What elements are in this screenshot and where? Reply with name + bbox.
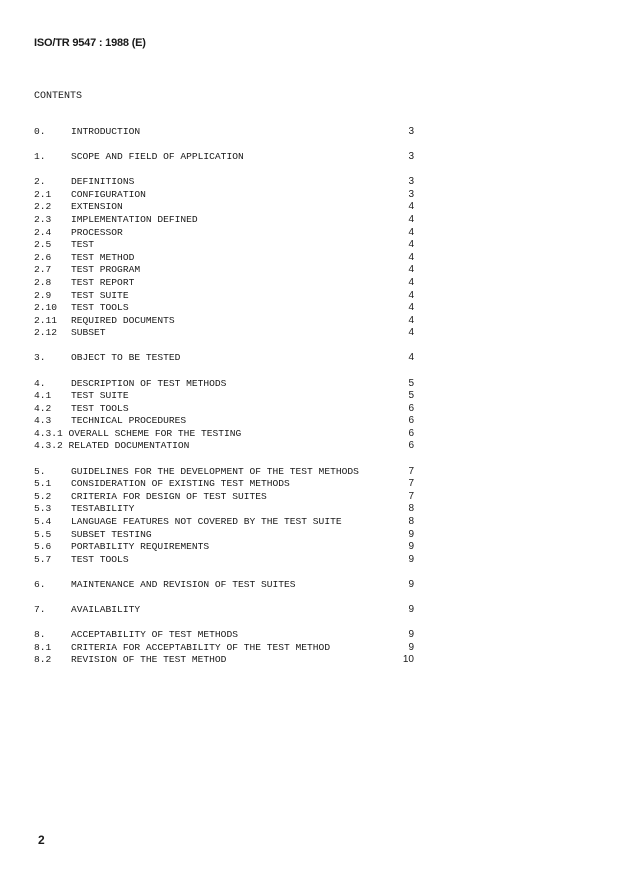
toc-entry-page: 7 xyxy=(408,490,414,502)
toc-entry xyxy=(34,176,424,189)
document-header: ISO/TR 9547 : 1988 (E) xyxy=(34,37,146,49)
toc-entry xyxy=(34,516,424,529)
toc-entry xyxy=(34,189,424,202)
toc-entry-page: 9 xyxy=(408,541,414,553)
toc-entry-page: 3 xyxy=(408,188,414,200)
toc-entry xyxy=(34,352,424,365)
toc-entry-page: 6 xyxy=(408,415,414,427)
toc-entry xyxy=(34,529,424,542)
toc-entry-number: 2.3 xyxy=(34,213,52,225)
toc-entry-number: 2.11 xyxy=(34,314,58,326)
contents-heading: CONTENTS xyxy=(34,91,83,102)
toc-entry-page: 4 xyxy=(408,314,414,326)
toc-section xyxy=(34,378,424,454)
toc-entry-title: TESTABILITY xyxy=(71,503,135,515)
toc-entry xyxy=(34,415,424,428)
toc-entry-title: REQUIRED DOCUMENTS xyxy=(71,314,175,326)
toc-entry xyxy=(34,126,424,139)
toc-entry-title: SUBSET xyxy=(71,327,106,339)
toc-entry-number: 2.9 xyxy=(34,289,52,301)
toc-section xyxy=(34,604,424,617)
toc-entry-number: 2.2 xyxy=(34,201,52,213)
toc-entry-title: SCOPE AND FIELD OF APPLICATION xyxy=(71,151,244,163)
toc-entry-number: 6. xyxy=(34,578,46,590)
toc-entry-number: 2.7 xyxy=(34,264,52,276)
toc-entry-page: 6 xyxy=(408,402,414,414)
toc-entry-page: 6 xyxy=(408,427,414,439)
toc-entry-number: 2.10 xyxy=(34,302,58,314)
toc-entry-page: 4 xyxy=(408,276,414,288)
toc-entry-page: 3 xyxy=(408,126,414,137)
toc-entry-title: GUIDELINES FOR THE DEVELOPMENT OF THE TEST METHODS xyxy=(71,465,359,477)
toc-entry xyxy=(34,151,424,164)
toc-entry-title: TEST xyxy=(71,239,95,251)
toc-entry-page: 9 xyxy=(408,553,414,565)
table-of-contents xyxy=(34,126,424,679)
toc-entry-number: 5.2 xyxy=(34,490,52,502)
toc-section xyxy=(34,579,424,592)
toc-entry xyxy=(34,290,424,303)
toc-entry-number: 5.5 xyxy=(34,528,52,540)
toc-entry-page: 10 xyxy=(402,654,414,666)
toc-entry-number: 7. xyxy=(34,603,46,615)
toc-entry-title: TEST METHOD xyxy=(71,251,135,263)
toc-entry-page: 9 xyxy=(408,528,414,540)
toc-entry-number: 5.4 xyxy=(34,515,52,527)
toc-entry-number: 5.6 xyxy=(34,541,52,553)
toc-entry-number: 4.3 xyxy=(34,415,52,427)
toc-entry-title: CONFIGURATION xyxy=(71,188,146,200)
toc-entry-number: 5.7 xyxy=(34,553,52,565)
toc-entry xyxy=(34,264,424,277)
toc-entry-number: 0. xyxy=(34,126,46,137)
toc-entry-page: 7 xyxy=(408,465,414,477)
toc-entry-title: OBJECT TO BE TESTED xyxy=(71,352,181,364)
toc-entry-page: 5 xyxy=(408,390,414,402)
toc-entry-title: 4.3.1 OVERALL SCHEME FOR THE TESTING xyxy=(34,427,242,439)
toc-entry xyxy=(34,604,424,617)
toc-entry xyxy=(34,252,424,265)
toc-entry xyxy=(34,491,424,504)
toc-entry-title: TECHNICAL PROCEDURES xyxy=(71,415,187,427)
toc-entry-page: 4 xyxy=(408,289,414,301)
toc-section xyxy=(34,126,424,139)
toc-entry-title: EXTENSION xyxy=(71,201,123,213)
toc-entry-title: PORTABILITY REQUIREMENTS xyxy=(71,541,210,553)
toc-entry-page: 6 xyxy=(408,440,414,452)
toc-entry-page: 7 xyxy=(408,478,414,490)
toc-entry-number: 2.5 xyxy=(34,239,52,251)
toc-entry xyxy=(34,478,424,491)
toc-entry-number: 5.3 xyxy=(34,503,52,515)
toc-entry-number: 2.6 xyxy=(34,251,52,263)
toc-entry-title: INTRODUCTION xyxy=(71,126,141,137)
toc-entry xyxy=(34,579,424,592)
toc-entry xyxy=(34,327,424,340)
toc-entry-title: LANGUAGE FEATURES NOT COVERED BY THE TEST SUITE xyxy=(71,515,342,527)
toc-entry xyxy=(34,302,424,315)
toc-entry xyxy=(34,227,424,240)
toc-entry-title: TEST SUITE xyxy=(71,289,129,301)
toc-entry xyxy=(34,554,424,567)
toc-entry xyxy=(34,629,424,642)
toc-entry xyxy=(34,428,424,441)
toc-entry-title: TEST TOOLS xyxy=(71,553,129,565)
toc-entry-page: 4 xyxy=(408,327,414,339)
toc-entry-page: 8 xyxy=(408,503,414,515)
toc-entry-page: 3 xyxy=(408,151,414,163)
toc-entry-title: DESCRIPTION OF TEST METHODS xyxy=(71,377,227,389)
toc-entry-page: 4 xyxy=(408,226,414,238)
toc-entry-page: 4 xyxy=(408,264,414,276)
toc-entry-number: 4.2 xyxy=(34,402,52,414)
toc-entry-number: 2.12 xyxy=(34,327,58,339)
toc-entry xyxy=(34,466,424,479)
toc-entry-number: 5.1 xyxy=(34,478,52,490)
toc-entry xyxy=(34,642,424,655)
toc-entry-number: 4.1 xyxy=(34,390,52,402)
toc-entry-title: ACCEPTABILITY OF TEST METHODS xyxy=(71,629,238,640)
toc-entry-page: 4 xyxy=(408,352,414,364)
toc-entry xyxy=(34,541,424,554)
toc-entry-number: 3. xyxy=(34,352,46,364)
toc-entry-page: 3 xyxy=(408,176,414,188)
toc-entry xyxy=(34,378,424,391)
toc-entry-title: CONSIDERATION OF EXISTING TEST METHODS xyxy=(71,478,290,490)
toc-entry xyxy=(34,315,424,328)
toc-entry xyxy=(34,214,424,227)
page-number: 2 xyxy=(38,833,45,847)
toc-entry-number: 2.8 xyxy=(34,276,52,288)
toc-entry-page: 9 xyxy=(408,629,414,640)
toc-entry-page: 5 xyxy=(408,377,414,389)
toc-entry xyxy=(34,277,424,290)
toc-entry-title: 4.3.2 RELATED DOCUMENTATION xyxy=(34,440,190,452)
toc-entry-page: 9 xyxy=(408,578,414,590)
toc-entry-number: 8.1 xyxy=(34,641,52,653)
toc-entry xyxy=(34,654,424,667)
toc-section xyxy=(34,352,424,365)
toc-entry-number: 8. xyxy=(34,629,46,640)
toc-entry-title: TEST TOOLS xyxy=(71,402,129,414)
toc-entry-title: MAINTENANCE AND REVISION OF TEST SUITES xyxy=(71,578,296,590)
toc-entry-number: 8.2 xyxy=(34,654,52,666)
toc-entry-title: REVISION OF THE TEST METHOD xyxy=(71,654,227,666)
toc-entry xyxy=(34,390,424,403)
toc-entry-title: PROCESSOR xyxy=(71,226,123,238)
toc-section xyxy=(34,176,424,340)
toc-entry-title: AVAILABILITY xyxy=(71,603,141,615)
toc-entry xyxy=(34,403,424,416)
toc-entry-title: IMPLEMENTATION DEFINED xyxy=(71,213,198,225)
toc-entry-title: SUBSET TESTING xyxy=(71,528,152,540)
toc-entry-page: 4 xyxy=(408,201,414,213)
toc-entry-title: TEST PROGRAM xyxy=(71,264,141,276)
toc-entry-title: TEST REPORT xyxy=(71,276,135,288)
toc-entry xyxy=(34,239,424,252)
toc-entry-page: 4 xyxy=(408,251,414,263)
toc-section xyxy=(34,629,424,667)
toc-entry xyxy=(34,440,424,453)
toc-entry xyxy=(34,201,424,214)
toc-entry-page: 9 xyxy=(408,603,414,615)
toc-entry-page: 4 xyxy=(408,302,414,314)
toc-entry-page: 4 xyxy=(408,213,414,225)
toc-entry-title: CRITERIA FOR DESIGN OF TEST SUITES xyxy=(71,490,267,502)
toc-entry-number: 2.1 xyxy=(34,188,52,200)
toc-entry-page: 8 xyxy=(408,515,414,527)
toc-entry-title: CRITERIA FOR ACCEPTABILITY OF THE TEST METHOD xyxy=(71,641,331,653)
toc-entry-number: 4. xyxy=(34,377,46,389)
toc-entry-title: TEST SUITE xyxy=(71,390,129,402)
toc-entry-title: TEST TOOLS xyxy=(71,302,129,314)
toc-entry-title: DEFINITIONS xyxy=(71,176,135,188)
toc-entry-number: 1. xyxy=(34,151,46,163)
toc-section xyxy=(34,466,424,567)
toc-entry xyxy=(34,503,424,516)
toc-section xyxy=(34,151,424,164)
toc-entry-number: 2.4 xyxy=(34,226,52,238)
toc-entry-page: 4 xyxy=(408,239,414,251)
toc-entry-number: 5. xyxy=(34,465,46,477)
toc-entry-number: 2. xyxy=(34,176,46,188)
toc-entry-page: 9 xyxy=(408,641,414,653)
